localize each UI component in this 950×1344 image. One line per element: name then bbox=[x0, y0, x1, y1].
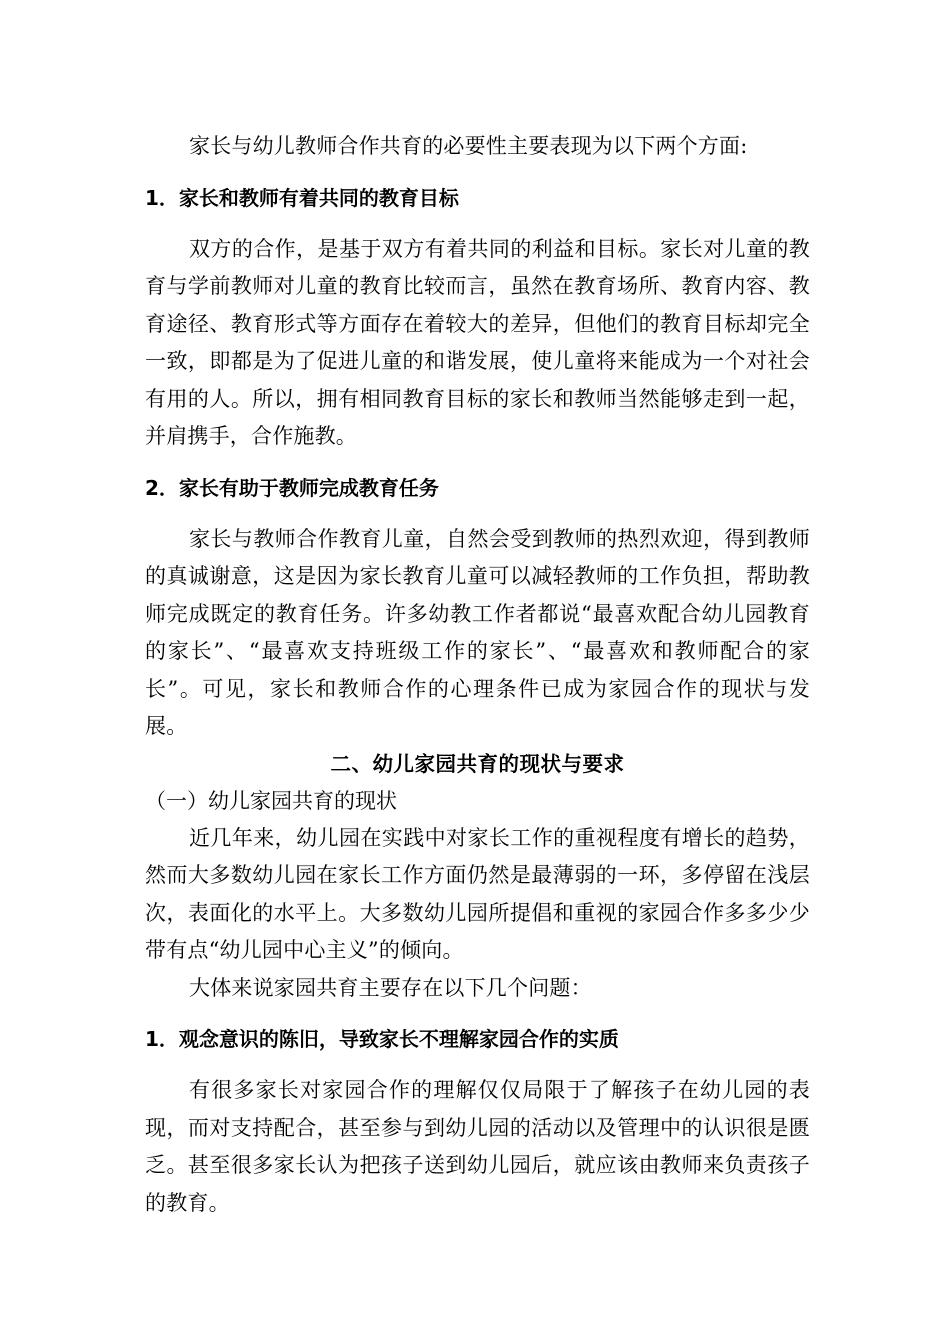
heading-common-goal: 1．家长和教师有着共同的教育目标 bbox=[145, 185, 459, 210]
section-title: 二、幼儿家园共育的现状与要求 bbox=[330, 751, 625, 776]
paragraph-current-state: 近几年来，幼儿园在实践中对家长工作的重视程度有增长的趋势，然而大多数幼儿园在家长工作方面仍然是最薄弱的一环，多停留在浅层次，表面化的水平上。大多数幼儿园所提倡和重视的家园合作多多少少带有点“幼儿园中心主义”的倾向。 bbox=[145, 825, 810, 962]
subsection-title: （一）幼儿家园共育的现状 bbox=[145, 788, 397, 813]
paragraph-problems-intro: 大体来说家园共育主要存在以下几个问题： bbox=[189, 975, 592, 1000]
paragraph-outdated-concepts: 有很多家长对家园合作的理解仅仅局限于了解孩子在幼儿园的表现，而对支持配合，甚至参与到幼儿园的活动以及管理中的认识很是匮乏。甚至很多家长认为把孩子送到幼儿园后，就应该由教师来负责孩子的教育。 bbox=[145, 1078, 810, 1215]
heading-outdated-concepts: 1．观念意识的陈旧，导致家长不理解家园合作的实质 bbox=[145, 1027, 619, 1051]
paragraph-help-teacher: 家长与教师合作教育儿童，自然会受到教师的热烈欢迎，得到教师的真诚谢意，这是因为家长教育儿童可以减轻教师的工作负担，帮助教师完成既定的教育任务。许多幼教工作者都说“最喜欢配合幼儿园教育的家长”、“最喜欢支持班级工作的家长”、“最喜欢和教师配合的家长”。可见，家长和教师合作的心理条件已成为家园合作的现状与发展。 bbox=[145, 526, 810, 738]
intro-paragraph: 家长与幼儿教师合作共育的必要性主要表现为以下两个方面: bbox=[189, 134, 748, 158]
document-page bbox=[145, 128, 810, 1222]
heading-help-teacher: 2．家长有助于教师完成教育任务 bbox=[145, 475, 439, 500]
paragraph-common-goal: 双方的合作，是基于双方有着共同的利益和目标。家长对儿童的教育与学前教师对儿童的教育比较而言，虽然在教育场所、教育内容、教育途径、教育形式等方面存在着较大的差异，但他们的教育目标却完全一致，即都是为了促进儿童的和谐发展，使儿童将来能成为一个对社会有用的人。所以，拥有相同教育目标的家长和教师当然能够走到一起，并肩携手，合作施教。 bbox=[145, 236, 810, 448]
